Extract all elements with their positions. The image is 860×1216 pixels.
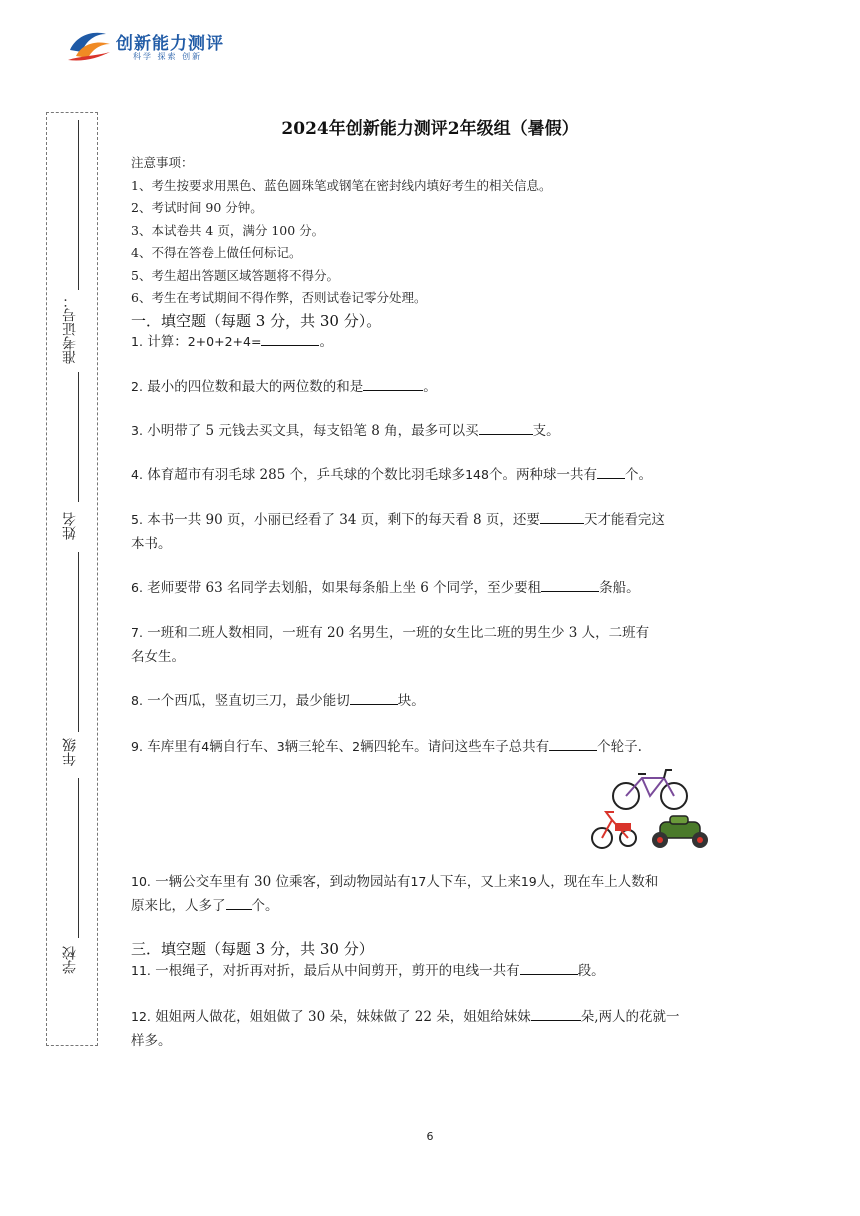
question-7: 7. 一班和二班人数相同，一班有 20 名男生，一班的女生比二班的男生少 3 人，二班有 名女生。 bbox=[131, 625, 650, 665]
question-9: 9. 车库里有4辆自行车、3辆三轮车、2辆四轮车。请问这些车子总共有 个轮子. bbox=[131, 735, 731, 759]
question-1: 1. 计算：2+0+2+4= 。 bbox=[131, 330, 731, 354]
question-5: 5. 本书一共 90 页，小丽已经看了 34 页，剩下的每天看 8 页，还要 天才能看完这 本书。 bbox=[131, 508, 731, 556]
notes-item: 6、考生在考试期间不得作弊，否则试卷记零分处理。 bbox=[131, 290, 427, 305]
notes-item: 4、不得在答卷上做任何标记。 bbox=[131, 245, 302, 260]
brand-swirl-icon bbox=[66, 26, 112, 62]
name-line[interactable] bbox=[78, 372, 79, 502]
name-label: 姓名 bbox=[62, 512, 78, 540]
grade-label: 年级 bbox=[62, 738, 78, 766]
school-label: 学校 bbox=[62, 946, 78, 974]
brand-subtitle: 科学 探索 创新 bbox=[133, 52, 203, 61]
question-11: 11. 一根绳子，对折再对折，最后从中间剪开，剪开的电线一共有 段。 bbox=[131, 959, 731, 983]
brand-title: 创新能力测评 bbox=[116, 34, 224, 54]
four-wheeler-icon bbox=[652, 816, 708, 848]
section-1-heading: 一．填空题（每题 3 分，共 30 分）。 bbox=[131, 312, 382, 330]
answer-blank[interactable] bbox=[479, 419, 533, 435]
answer-blank[interactable] bbox=[540, 508, 584, 524]
exam-title: 2024年创新能力测评2年级组（暑假） bbox=[281, 119, 579, 139]
question-12: 12. 姐姐两人做花，姐姐做了 30 朵，妹妹做了 22 朵，姐姐给妹妹 朵,两人的花就一 样多。 bbox=[131, 1005, 731, 1053]
notes-item: 2、考试时间 90 分钟。 bbox=[131, 200, 263, 215]
binding-strip bbox=[46, 112, 98, 1046]
school-line[interactable] bbox=[78, 778, 79, 938]
answer-blank[interactable] bbox=[549, 735, 597, 751]
question-3: 3. 小明带了 5 元钱去买文具，每支铅笔 8 角，最多可以买 支。 bbox=[131, 419, 731, 443]
brand-logo bbox=[66, 26, 236, 66]
exam-id-label: 准考证号： bbox=[62, 294, 78, 364]
exam-notes bbox=[131, 152, 551, 310]
bicycle-icon bbox=[613, 770, 687, 809]
grade-line[interactable] bbox=[78, 552, 79, 732]
notes-item: 1、考生按要求用黑色、蓝色圆珠笔或钢笔在密封线内填好考生的相关信息。 bbox=[131, 177, 552, 193]
question-8: 8. 一个西瓜，竖直切三刀，最少能切 块。 bbox=[131, 689, 731, 713]
notes-heading: 注意事项： bbox=[131, 155, 194, 170]
exam-id-line[interactable] bbox=[78, 120, 79, 290]
answer-blank[interactable] bbox=[350, 689, 398, 705]
answer-blank[interactable] bbox=[597, 463, 625, 479]
answer-blank[interactable] bbox=[363, 375, 423, 391]
answer-blank[interactable] bbox=[541, 576, 599, 592]
question-4: 4. 体育超市有羽毛球 285 个，乒乓球的个数比羽毛球多148个。两种球一共有 个。 bbox=[131, 463, 731, 487]
tricycle-icon bbox=[592, 812, 636, 848]
notes-item: 3、本试卷共 4 页，满分 100 分。 bbox=[131, 222, 325, 238]
answer-blank[interactable] bbox=[531, 1005, 581, 1021]
answer-blank[interactable] bbox=[520, 959, 578, 975]
notes-item: 5、考生超出答题区域答题将不得分。 bbox=[131, 267, 339, 283]
answer-blank[interactable] bbox=[261, 330, 319, 346]
answer-blank[interactable] bbox=[226, 894, 252, 910]
vehicles-illustration bbox=[586, 766, 718, 858]
question-6: 6. 老师要带 63 名同学去划船，如果每条船上坐 6 个同学，至少要租 条船。 bbox=[131, 576, 731, 600]
section-3-heading: 三．填空题（每题 3 分，共 30 分） bbox=[131, 940, 374, 958]
page-number: 6 bbox=[426, 1130, 434, 1143]
question-2: 2. 最小的四位数和最大的两位数的和是 。 bbox=[131, 375, 731, 399]
question-10: 10. 一辆公交车里有 30 位乘客，到动物园站有17人下车，又上来19人，现在车上人数和 原来比，人多了 个。 bbox=[131, 874, 659, 914]
